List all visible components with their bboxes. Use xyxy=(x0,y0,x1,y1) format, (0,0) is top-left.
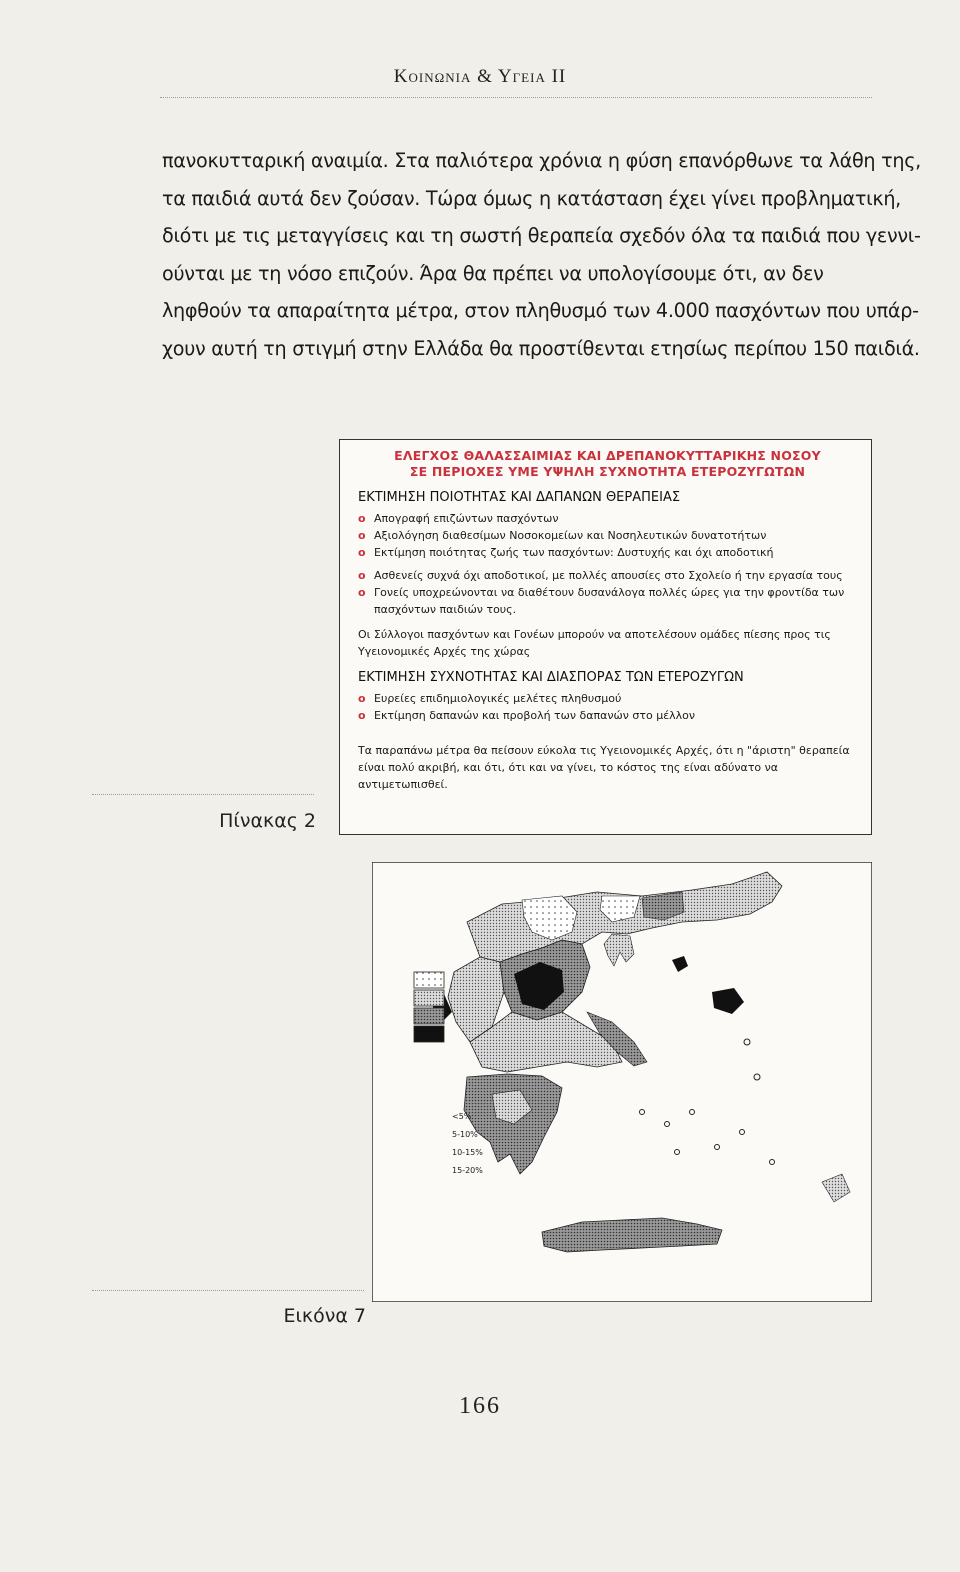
box-title-line: ΣΕ ΠΕΡΙΟΧΕΣ ΥΜΕ ΥΨΗΛΗ ΣΥΧΝΟΤΗΤΑ ΕΤΕΡΟΖΥΓΩΤΩΝ xyxy=(409,464,806,479)
legend-swatch-1 xyxy=(414,972,444,988)
section2-list xyxy=(358,690,857,724)
legend-label: 5-10% xyxy=(452,1130,478,1139)
section2-heading: ΕΚΤΙΜΗΣΗ ΣΥΧΝΟΤΗΤΑΣ ΚΑΙ ΔΙΑΣΠΟΡΑΣ ΤΩΝ ΕΤΕΡΟΖΥΓΩΝ xyxy=(358,670,744,685)
list-item: o Εκτίμηση ποιότητας ζωής των πασχόντων: Δυστυχής και όχι αποδοτική xyxy=(358,544,857,561)
body-paragraph xyxy=(162,142,921,368)
figure-caption: Εικόνα 7 xyxy=(283,1305,366,1327)
list-item: o Απογραφή επιζώντων πασχόντων xyxy=(358,510,857,527)
list-item: o Γονείς υποχρεώνονται να διαθέτουν δυσανάλογα πολλές ώρες για την φροντίδα των πασχόντων παιδιών τους. xyxy=(358,584,857,618)
page-number: 166 xyxy=(459,1393,501,1419)
list-item: o Αξιολόγηση διαθεσίμων Νοσοκομείων και Νοσηλευτικών δυνατοτήτων xyxy=(358,527,857,544)
box-closing: Τα παραπάνω μέτρα θα πείσουν εύκολα τις Υγειονομικές Αρχές, ότι η "άριστη" θεραπεία είναι πολύ ακριβή, και ότι, ότι και να γίνει, το κόστος της είναι αδύνατο να αντιμετωπισθεί. xyxy=(358,744,850,791)
legend-swatch-3 xyxy=(414,1008,444,1024)
list-item: o Ευρείες επιδημιολογικές μελέτες πληθυσμού xyxy=(358,690,857,707)
body-line: τα παιδιά αυτά δεν ζούσαν. Τώρα όμως η κατάσταση έχει γίνει προβληματική, xyxy=(162,186,901,210)
header-rule xyxy=(160,97,872,98)
side-rule xyxy=(92,1290,364,1291)
box-title-line: ΕΛΕΓΧΟΣ ΘΑΛΑΣΣΑΙΜΙΑΣ ΚΑΙ ΔΡΕΠΑΝΟΚΥΤΤΑΡΙΚΗΣ ΝΟΣΟΥ xyxy=(394,448,821,463)
body-line: διότι με τις μεταγγίσεις και τη σωστή θεραπεία σχεδόν όλα τα παιδιά που γεννι- xyxy=(162,224,921,248)
section1-list xyxy=(358,510,857,618)
list-item: o Ασθενείς συχνά όχι αποδοτικοί, με πολλές απουσίες στο Σχολείο ή την εργασία τους xyxy=(358,567,857,584)
body-line: ληφθούν τα απαραίτητα μέτρα, στον πληθυσμό των 4.000 πασχόντων που υπάρ- xyxy=(162,299,919,323)
legend-labels xyxy=(452,1108,483,1180)
running-header: Κοινωνια & Υγεια ΙΙ xyxy=(393,66,567,87)
table-box xyxy=(339,439,872,835)
list-item: o Εκτίμηση δαπανών και προβολή των δαπανών στο μέλλον xyxy=(358,707,857,724)
legend-label: 10-15% xyxy=(452,1148,483,1157)
box-title xyxy=(358,448,857,480)
section1-heading: ΕΚΤΙΜΗΣΗ ΠΟΙΟΤΗΤΑΣ ΚΑΙ ΔΑΠΑΝΩΝ ΘΕΡΑΠΕΙΑΣ xyxy=(358,490,681,505)
body-line: πανοκυτταρική αναιμία. Στα παλιότερα χρόνια η φύση επανόρθωνε τα λάθη της, xyxy=(162,149,921,172)
legend-swatch-4 xyxy=(414,1026,444,1042)
side-rule xyxy=(92,794,314,795)
box-note: Οι Σύλλογοι πασχόντων και Γονέων μπορούν να αποτελέσουν ομάδες πίεσης προς τις Υγειονομικές Αρχές της χώρας xyxy=(358,628,831,658)
greece-map xyxy=(372,862,872,1302)
legend-label: 15-20% xyxy=(452,1166,483,1175)
body-line: ούνται με τη νόσο επιζούν. Άρα θα πρέπει να υπολογίσουμε ότι, αν δεν xyxy=(162,261,824,285)
legend-swatch-2 xyxy=(414,990,444,1006)
legend-label: <5% xyxy=(452,1112,472,1121)
table-caption: Πίνακας 2 xyxy=(219,810,316,832)
body-line: χουν αυτή τη στιγμή στην Ελλάδα θα προστίθενται ετησίως περίπου 150 παιδιά. xyxy=(162,336,920,360)
